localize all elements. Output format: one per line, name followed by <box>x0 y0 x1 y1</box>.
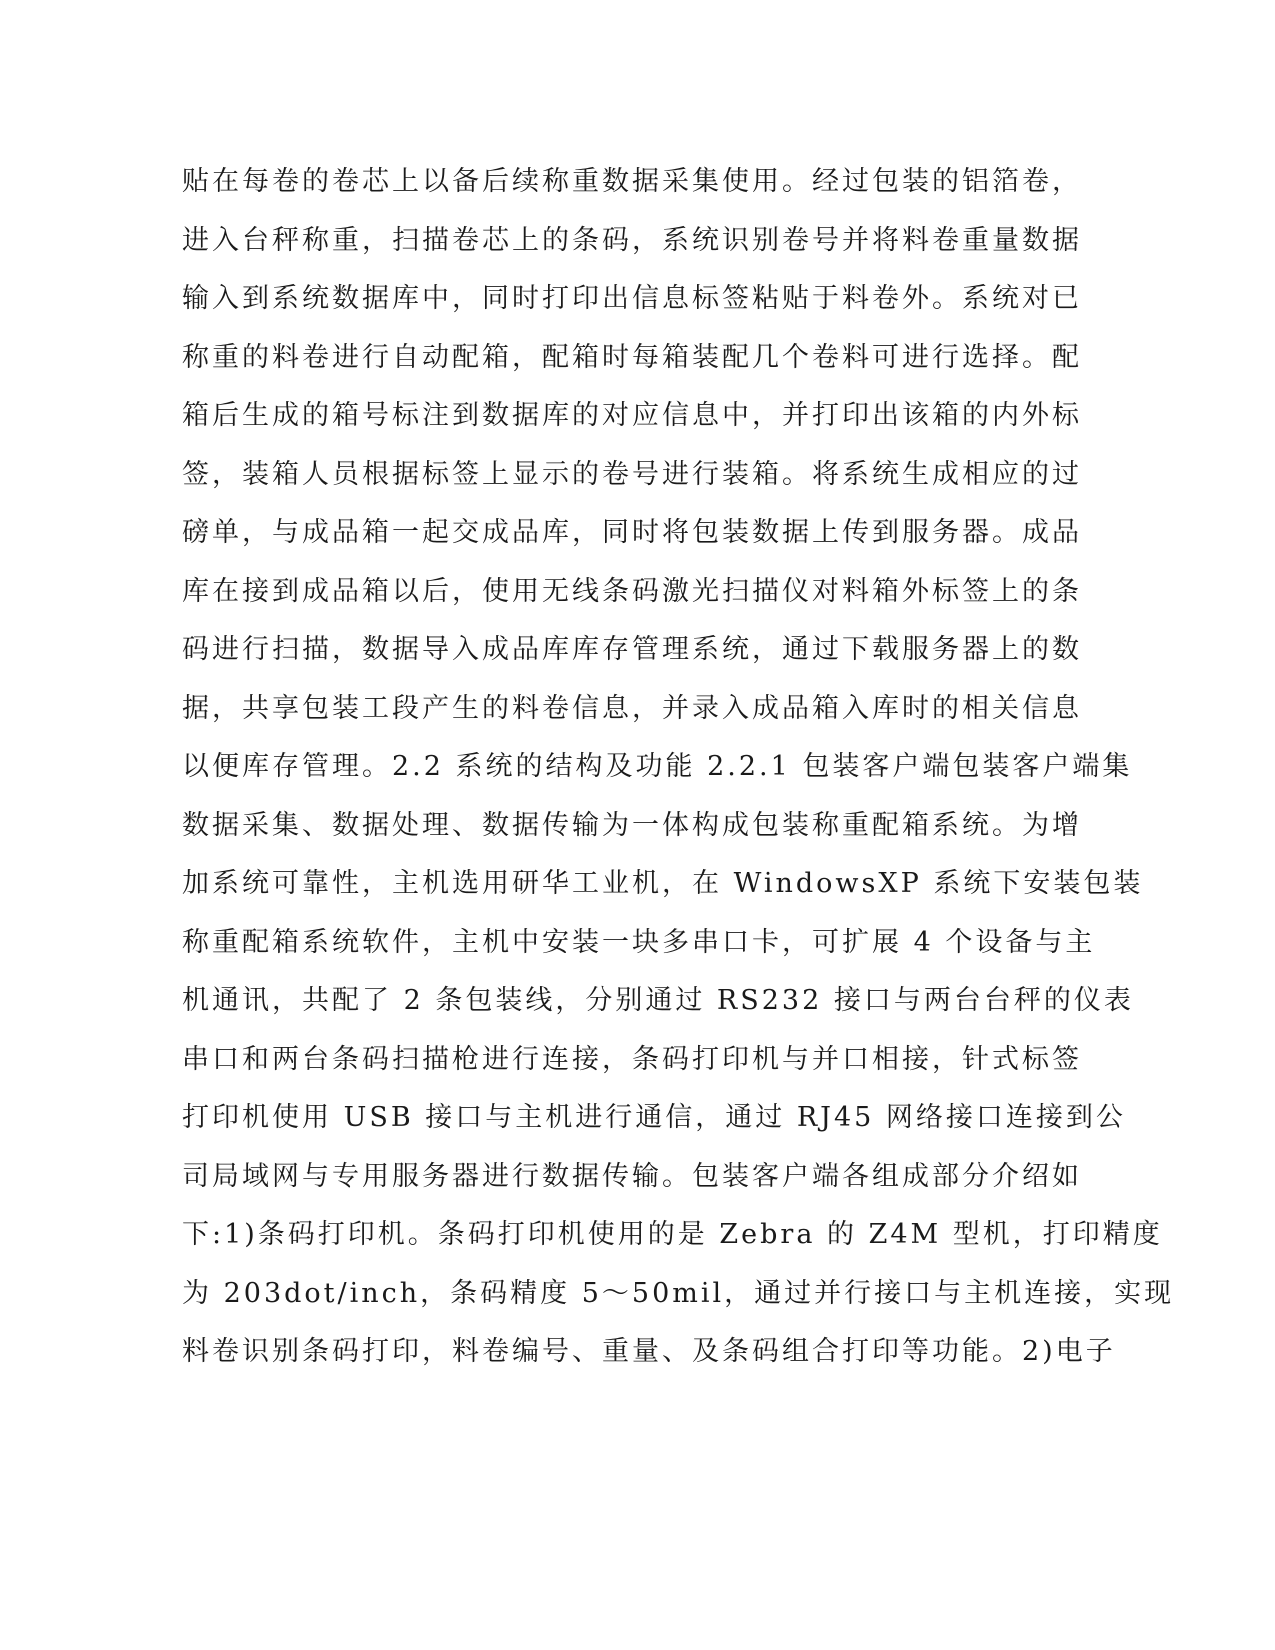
text-line: 库在接到成品箱以后，使用无线条码激光扫描仪对料箱外标签上的条 <box>182 575 1082 607</box>
text-line: 下:1)条码打印机。条码打印机使用的是 Zebra 的 Z4M 型机，打印精度 <box>182 1219 1163 1250</box>
text-line: 据，共享包装工段产生的料卷信息，并录入成品箱入库时的相关信息 <box>182 692 1082 724</box>
text-line: 贴在每卷的卷芯上以备后续称重数据采集使用。经过包装的铝箔卷， <box>182 166 1082 197</box>
text-line: 称重的料卷进行自动配箱，配箱时每箱装配几个卷料可进行选择。配 <box>182 341 1082 373</box>
text-line: 料卷识别条码打印，料卷编号、重量、及条码组合打印等功能。2)电子 <box>182 1336 1116 1367</box>
text-line: 司局域网与专用服务器进行数据传输。包装客户端各组成部分介绍如 <box>182 1160 1082 1192</box>
text-line: 称重配箱系统软件，主机中安装一块多串口卡，可扩展 4 个设备与主 <box>182 926 1096 958</box>
text-line: 数据采集、数据处理、数据传输为一体构成包装称重配箱系统。为增 <box>182 809 1082 841</box>
text-line: 加系统可靠性，主机选用研华工业机，在 WindowsXP 系统下安装包装 <box>182 868 1144 899</box>
text-line: 磅单，与成品箱一起交成品库，同时将包装数据上传到服务器。成品 <box>182 517 1082 548</box>
text-line: 输入到系统数据库中，同时打印出信息标签粘贴于料卷外。系统对已 <box>182 283 1082 314</box>
body-paragraph <box>182 160 1175 1389</box>
text-line: 打印机使用 USB 接口与主机进行通信，通过 RJ45 网络接口连接到公 <box>182 1102 1126 1133</box>
text-line: 箱后生成的箱号标注到数据库的对应信息中，并打印出该箱的内外标 <box>182 400 1082 431</box>
text-line: 进入台秤称重，扫描卷芯上的条码，系统识别卷号并将料卷重量数据 <box>182 224 1082 256</box>
text-line: 机通讯，共配了 2 条包装线，分别通过 RS232 接口与两台台秤的仪表 <box>182 985 1134 1016</box>
text-line: 串口和两台条码扫描枪进行连接，条码打印机与并口相接，针式标签 <box>182 1043 1082 1075</box>
text-line: 码进行扫描，数据导入成品库库存管理系统，通过下载服务器上的数 <box>182 634 1082 665</box>
text-line: 为 203dot/inch，条码精度 5～50mil，通过并行接口与主机连接，实现 <box>182 1277 1175 1309</box>
text-line: 签，装箱人员根据标签上显示的卷号进行装箱。将系统生成相应的过 <box>182 458 1082 490</box>
text-line: 以便库存管理。2.2 系统的结构及功能 2.2.1 包装客户端包装客户端集 <box>182 751 1133 782</box>
